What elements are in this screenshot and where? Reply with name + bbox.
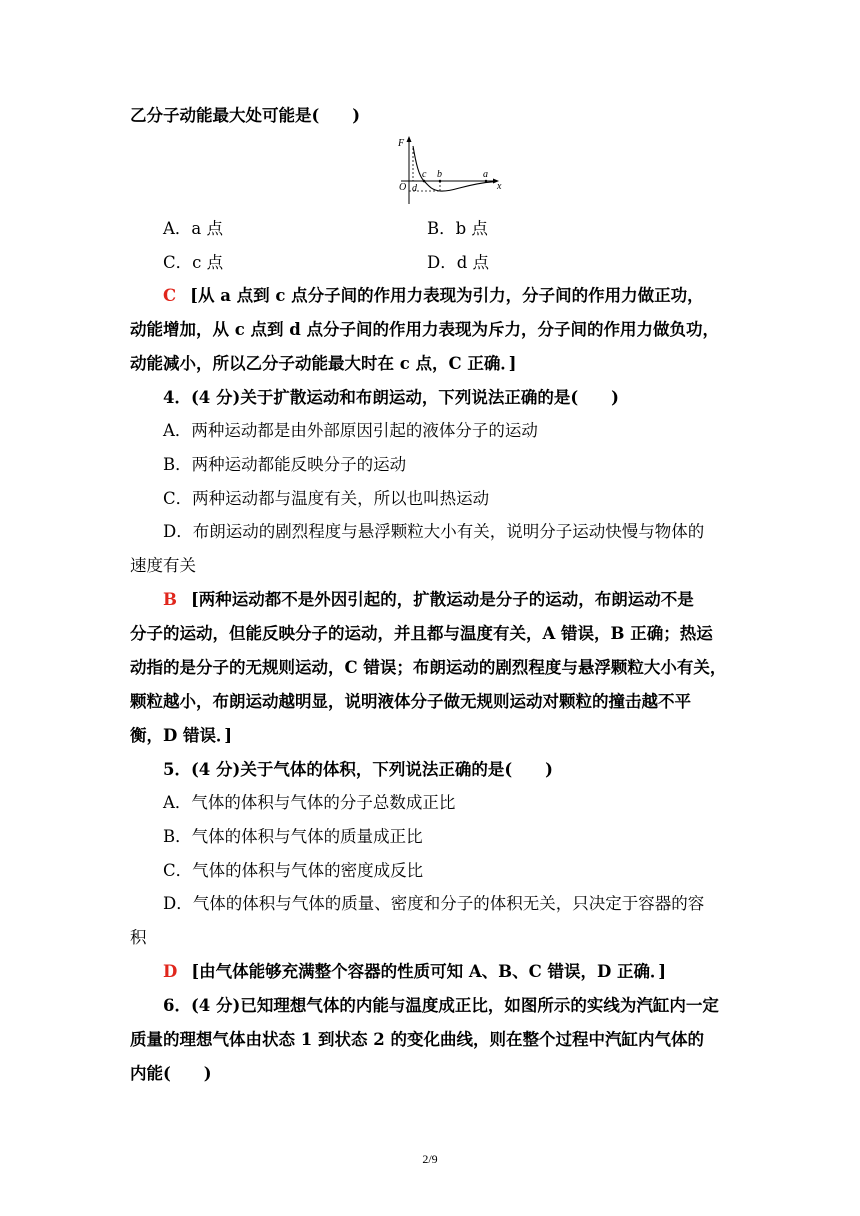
q4-option-a: A．两种运动都是由外部原因引起的液体分子的运动: [163, 421, 538, 440]
q6-stem-3: 内能( ): [130, 1064, 212, 1083]
q4-explain-3: 动指的是分子的无规则运动，C 错误；布朗运动的剧烈程度与悬浮颗粒大小有关，: [130, 658, 727, 677]
q4-answer-letter: B: [163, 590, 177, 609]
q3-stem-tail: 乙分子动能最大处可能是( ): [130, 106, 361, 125]
q5-option-c: C．气体的体积与气体的密度成反比: [163, 861, 424, 880]
q5-option-b: B．气体的体积与气体的质量成正比: [163, 827, 423, 846]
q4-answer-line-1: [163, 590, 728, 610]
fig-label-x: x: [497, 181, 502, 192]
q3-option-c: C．c 点: [163, 253, 224, 272]
q6-stem-2: 质量的理想气体由状态 1 到状态 2 的变化曲线，则在整个过程中汽缸内气体的: [130, 1030, 704, 1049]
q4-option-d-2: 速度有关: [130, 556, 196, 575]
q3-explain-2: 动能增加，从 c 点到 d 点分子间的作用力表现为斥力，分子间的作用力做负功，: [130, 320, 720, 339]
q4-explain-4: 颗粒越小，布朗运动越明显，说明液体分子做无规则运动对颗粒的撞击越不平: [130, 692, 691, 711]
q3-answer-line-1: [163, 286, 728, 306]
q5-stem: 5．(4 分)关于气体的体积，下列说法正确的是( ): [163, 760, 553, 779]
q4-option-b: B．两种运动都能反映分子的运动: [163, 455, 407, 474]
q5-explain-1: [由气体能够充满整个容器的性质可知 A、B、C 错误，D 正确．]: [191, 962, 667, 981]
q3-answer-letter: C: [163, 286, 177, 305]
page-number: 2/9: [422, 1152, 438, 1166]
q3-option-b: B．b 点: [427, 219, 488, 238]
q6-stem-1: 6．(4 分)已知理想气体的内能与温度成正比，如图所示的实线为汽缸内一定: [163, 996, 719, 1015]
q4-stem: 4．(4 分)关于扩散运动和布朗运动，下列说法正确的是( ): [163, 388, 619, 407]
q5-option-d-2: 积: [130, 928, 147, 947]
q4-option-d-1: D．布朗运动的剧烈程度与悬浮颗粒大小有关，说明分子运动快慢与物体的: [163, 522, 705, 541]
fig-label-a: a: [483, 169, 488, 180]
q3-explain-3: 动能减小，所以乙分子动能最大时在 c 点，C 正确．]: [130, 354, 517, 373]
q4-explain-1: [两种运动都不是外因引起的，扩散运动是分子的运动，布朗运动不是: [190, 590, 694, 609]
q3-option-d: D．d 点: [427, 253, 490, 272]
q4-option-c: C．两种运动都与温度有关，所以也叫热运动: [163, 489, 490, 508]
fig-label-F: F: [398, 138, 405, 149]
fig-label-c: c: [422, 169, 427, 180]
q4-explain-5: 衡，D 错误．]: [130, 726, 233, 745]
q5-option-a: A．气体的体积与气体的分子总数成正比: [163, 793, 456, 812]
q5-answer-line-1: [163, 962, 763, 982]
q3-option-a: A．a 点: [163, 219, 223, 238]
fig-label-O: O: [399, 182, 407, 193]
force-distance-graph: [393, 134, 503, 206]
q3-explain-1: [从 a 点到 c 点分子间的作用力表现为引力，分子间的作用力做正功，: [190, 286, 704, 305]
fig-label-b: b: [437, 169, 442, 180]
q5-option-d-1: D．气体的体积与气体的质量、密度和分子的体积无关，只决定于容器的容: [163, 894, 705, 913]
q4-explain-2: 分子的运动，但能反映分子的运动，并且都与温度有关，A 错误，B 正确；热运: [130, 624, 713, 643]
fig-label-d: d: [412, 183, 417, 194]
q5-answer-letter: D: [163, 962, 178, 981]
